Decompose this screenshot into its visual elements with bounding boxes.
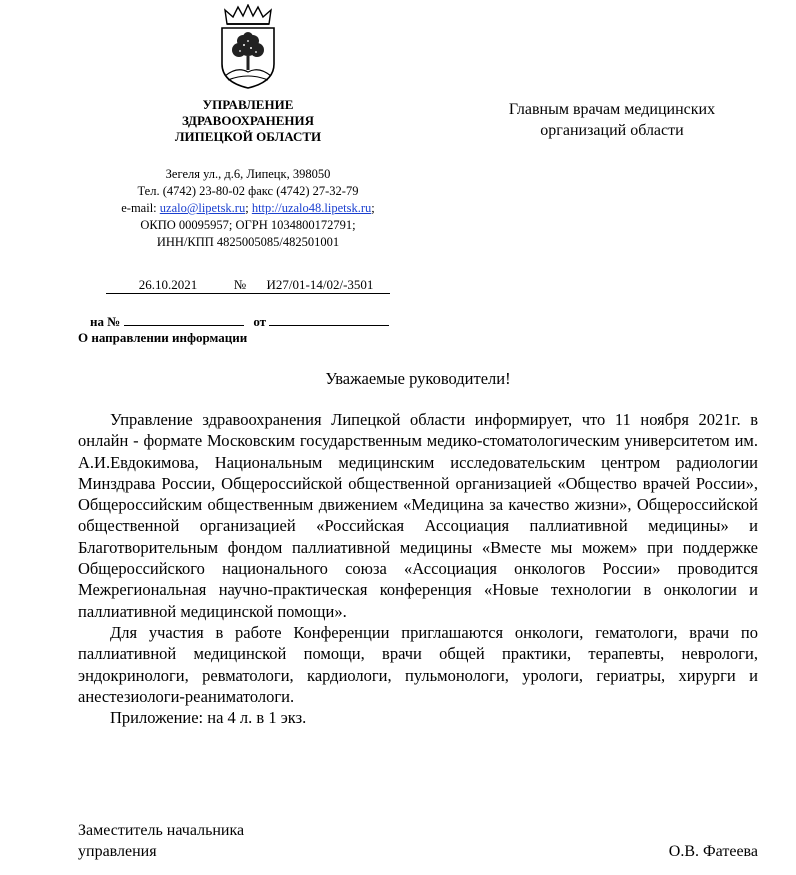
lipetsk-coat-of-arms-icon bbox=[219, 4, 277, 90]
doc-date: 26.10.2021 bbox=[106, 277, 230, 294]
addressee-line-1: Главным врачам медицинских bbox=[508, 101, 716, 118]
letter-subject: О направлении информации bbox=[78, 330, 248, 345]
email-sep: ; bbox=[245, 201, 252, 215]
addressee-line-2: организаций области bbox=[540, 122, 684, 139]
org-inn-kpp: ИНН/КПП 4825005085/482501001 bbox=[156, 235, 340, 249]
org-phone: Тел. (4742) 23-80-02 факс (4742) 27-32-79 bbox=[137, 184, 359, 198]
org-name-line-3: ЛИПЕЦКОЙ ОБЛАСТИ bbox=[174, 129, 322, 144]
ot-date-blank bbox=[269, 313, 389, 326]
na-label: на № bbox=[90, 314, 121, 329]
org-contacts bbox=[60, 166, 436, 251]
website-suffix: ; bbox=[371, 201, 375, 215]
org-okpo-ogrn: ОКПО 00095957; ОГРН 1034800172791; bbox=[140, 218, 356, 232]
body-paragraph-2: Для участия в работе Конференции приглашаются онкологи, гематологи, врачи по паллиативной медицинской помощи, врачи общей практики, терапевты, неврологи, эндокринологи, ревматологи, кардиологи, пульмонологи, урологи, гериатры, хирурги и анестезиологи-реаниматологи. bbox=[78, 622, 758, 706]
doc-number: И27/01-14/02/-3501 bbox=[250, 277, 390, 294]
website-link[interactable]: http://uzalo48.lipetsk.ru bbox=[251, 201, 372, 215]
org-name-line-1: УПРАВЛЕНИЕ bbox=[202, 97, 294, 112]
body-attachment: Приложение: на 4 л. в 1 экз. bbox=[110, 708, 307, 728]
org-email-line bbox=[60, 200, 436, 217]
doc-number-label: № bbox=[230, 277, 250, 294]
addressee bbox=[472, 99, 752, 141]
org-name-line-2: ЗДРАВООХРАНЕНИЯ bbox=[181, 113, 314, 128]
email-link[interactable]: uzalo@lipetsk.ru bbox=[159, 201, 246, 215]
org-name bbox=[150, 97, 346, 145]
ot-label: от bbox=[253, 314, 267, 329]
greeting: Уважаемые руководители! bbox=[325, 369, 511, 388]
letter-body bbox=[78, 409, 758, 728]
na-number-blank bbox=[124, 313, 244, 326]
email-prefix: e-mail: bbox=[121, 201, 160, 215]
reference-line bbox=[90, 313, 389, 330]
signer-name: О.В. Фатеева bbox=[668, 843, 758, 860]
body-paragraph-1: Управление здравоохранения Липецкой области информирует, что 11 ноября 2021г. в онлайн - формате Московским государственным медико-стоматологическим университетом им. А.И.Евдокимова, Национальным медицинским исследовательским центром радиологии Минздрава России, Общероссийской общественной организацией «Общество врачей России», Общероссийским общественным движением «Медицина за качество жизни», Общероссийской общественной организацией «Российская Ассоциация паллиативной медицины» и Благотворительным фондом паллиативной медицины «Вместе мы можем» при поддержке Общероссийского национального союза «Ассоциация онкологов России» проводится Межрегиональная научно-практическая конференция «Новые технологии в онкологии и паллиативной медицинской помощи». bbox=[78, 410, 758, 621]
org-address: Зегеля ул., д.6, Липецк, 398050 bbox=[165, 167, 331, 181]
signer-title-line-2: управления bbox=[78, 843, 157, 860]
registration-line bbox=[106, 277, 390, 294]
signer-title-line-1: Заместитель начальника bbox=[78, 822, 245, 839]
signature-block bbox=[78, 820, 758, 862]
